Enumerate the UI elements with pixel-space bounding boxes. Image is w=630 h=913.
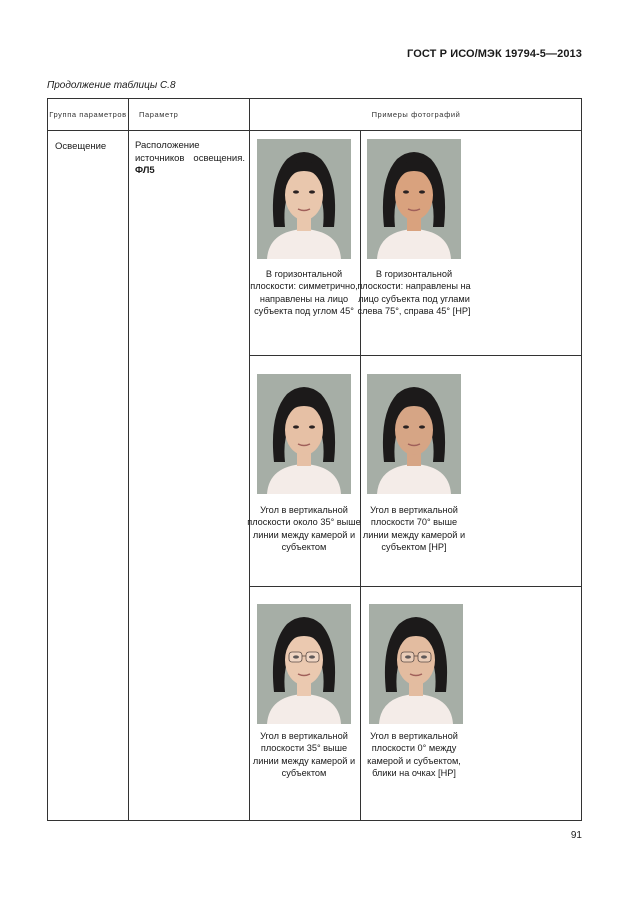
row-divider: [249, 355, 581, 356]
example-photo: [257, 604, 351, 724]
parameter-description: [135, 140, 245, 178]
parameter-text: Расположение источников освещения.: [135, 140, 245, 164]
example-photo: [257, 139, 351, 259]
example-caption: В горизонтальной плоскости: симметрично, направлены на лицо субъекта под углом 45°: [250, 269, 358, 317]
col-divider: [360, 130, 361, 820]
header-parameter: Параметр: [139, 110, 179, 119]
standard-designation: ГОСТ Р ИСО/МЭК 19794-5—2013: [407, 48, 582, 60]
group-lighting: Освещение: [55, 141, 107, 152]
header-row-divider: [48, 130, 581, 131]
header-photo-examples: Примеры фотографий: [371, 110, 461, 119]
col-divider: [249, 99, 250, 820]
table-continuation-label: Продолжение таблицы С.8: [47, 80, 176, 91]
example-caption: Угол в вертикальной плоскости 0° между камерой и субъектом, блики на очках [НР]: [367, 731, 461, 779]
example-photo: [367, 139, 461, 259]
header-group-parameters: Группа параметров: [49, 110, 127, 119]
col-divider: [128, 99, 129, 820]
parameter-code: ФЛ5: [135, 165, 155, 176]
table-c8: [47, 98, 582, 821]
row-divider: [249, 586, 581, 587]
example-photo: [257, 374, 351, 494]
example-caption: Угол в вертикальной плоскости около 35° выше линии между камерой и субъектом: [247, 505, 361, 553]
example-caption: В горизонтальной плоскости: направлены на лицо субъекта под углами слева 75°, справа 45° [НР]: [357, 269, 471, 317]
example-photo: [367, 374, 461, 494]
example-caption: Угол в вертикальной плоскости 70° выше линии между камерой и субъектом [НР]: [362, 505, 466, 553]
page-number: 91: [570, 830, 582, 841]
example-caption: Угол в вертикальной плоскости 35° выше линии между камерой и субъектом: [252, 731, 356, 779]
example-photo: [369, 604, 463, 724]
